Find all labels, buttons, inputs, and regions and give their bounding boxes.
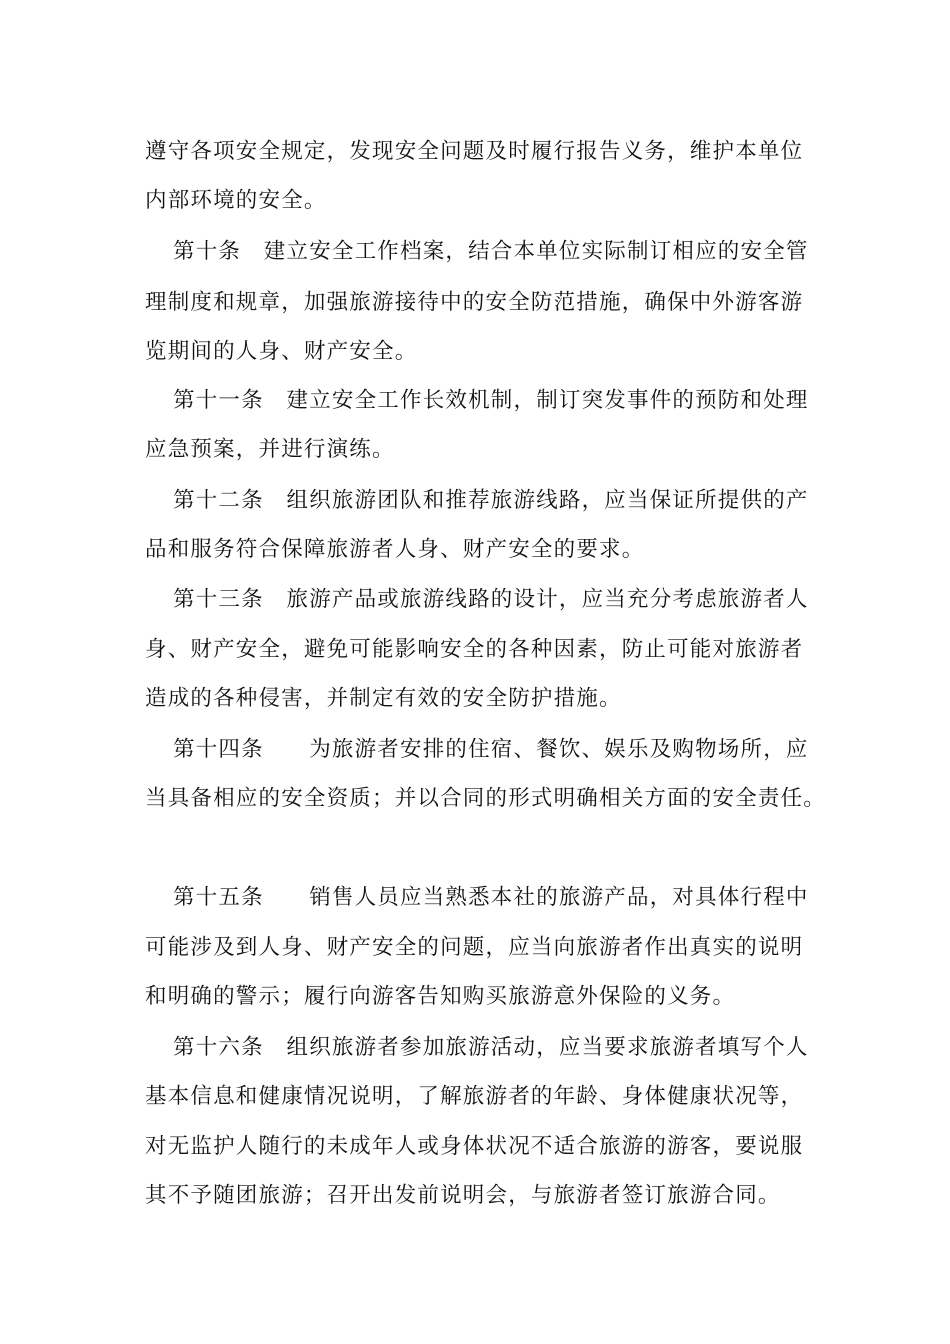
text-line: 可能涉及到人身、财产安全的问题，应当向旅游者作出真实的说明 <box>145 935 804 960</box>
article-12-line: 第十二条 组织旅游团队和推荐旅游线路，应当保证所提供的产 <box>173 488 809 513</box>
article-13-line: 第十三条 旅游产品或旅游线路的设计，应当充分考虑旅游者人 <box>173 587 809 612</box>
text-line: 和明确的警示；履行向游客告知购买旅游意外保险的义务。 <box>145 984 736 1009</box>
text-line: 造成的各种侵害，并制定有效的安全防护措施。 <box>145 686 622 711</box>
article-14-line: 第十四条 为旅游者安排的住宿、餐饮、娱乐及购物场所，应 <box>173 737 809 762</box>
article-16-line: 第十六条 组织旅游者参加旅游活动，应当要求旅游者填写个人 <box>173 1035 809 1060</box>
text-line: 理制度和规章，加强旅游接待中的安全防范措施，确保中外游客游 <box>145 290 804 315</box>
text-line: 其不予随团旅游；召开出发前说明会，与旅游者签订旅游合同。 <box>145 1183 781 1208</box>
text-line: 览期间的人身、财产安全。 <box>145 339 418 364</box>
text-line: 应急预案，并进行演练。 <box>145 437 395 462</box>
text-line: 品和服务符合保障旅游者人身、财产安全的要求。 <box>145 537 645 562</box>
article-10-line: 第十条 建立安全工作档案，结合本单位实际制订相应的安全管 <box>173 239 809 264</box>
text-line: 当具备相应的安全资质；并以合同的形式明确相关方面的安全责任。 <box>145 786 827 811</box>
text-line: 遵守各项安全规定，发现安全问题及时履行报告义务，维护本单位 <box>145 139 804 164</box>
text-line: 内部环境的安全。 <box>145 188 327 213</box>
text-line: 身、财产安全，避免可能影响安全的各种因素，防止可能对旅游者 <box>145 637 804 662</box>
text-line: 基本信息和健康情况说明，了解旅游者的年龄、身体健康状况等， <box>145 1084 804 1109</box>
article-15-line: 第十五条 销售人员应当熟悉本社的旅游产品，对具体行程中 <box>173 885 809 910</box>
text-line: 对无监护人随行的未成年人或身体状况不适合旅游的游客，要说服 <box>145 1134 804 1159</box>
article-11-line: 第十一条 建立安全工作长效机制，制订突发事件的预防和处理 <box>173 388 809 413</box>
